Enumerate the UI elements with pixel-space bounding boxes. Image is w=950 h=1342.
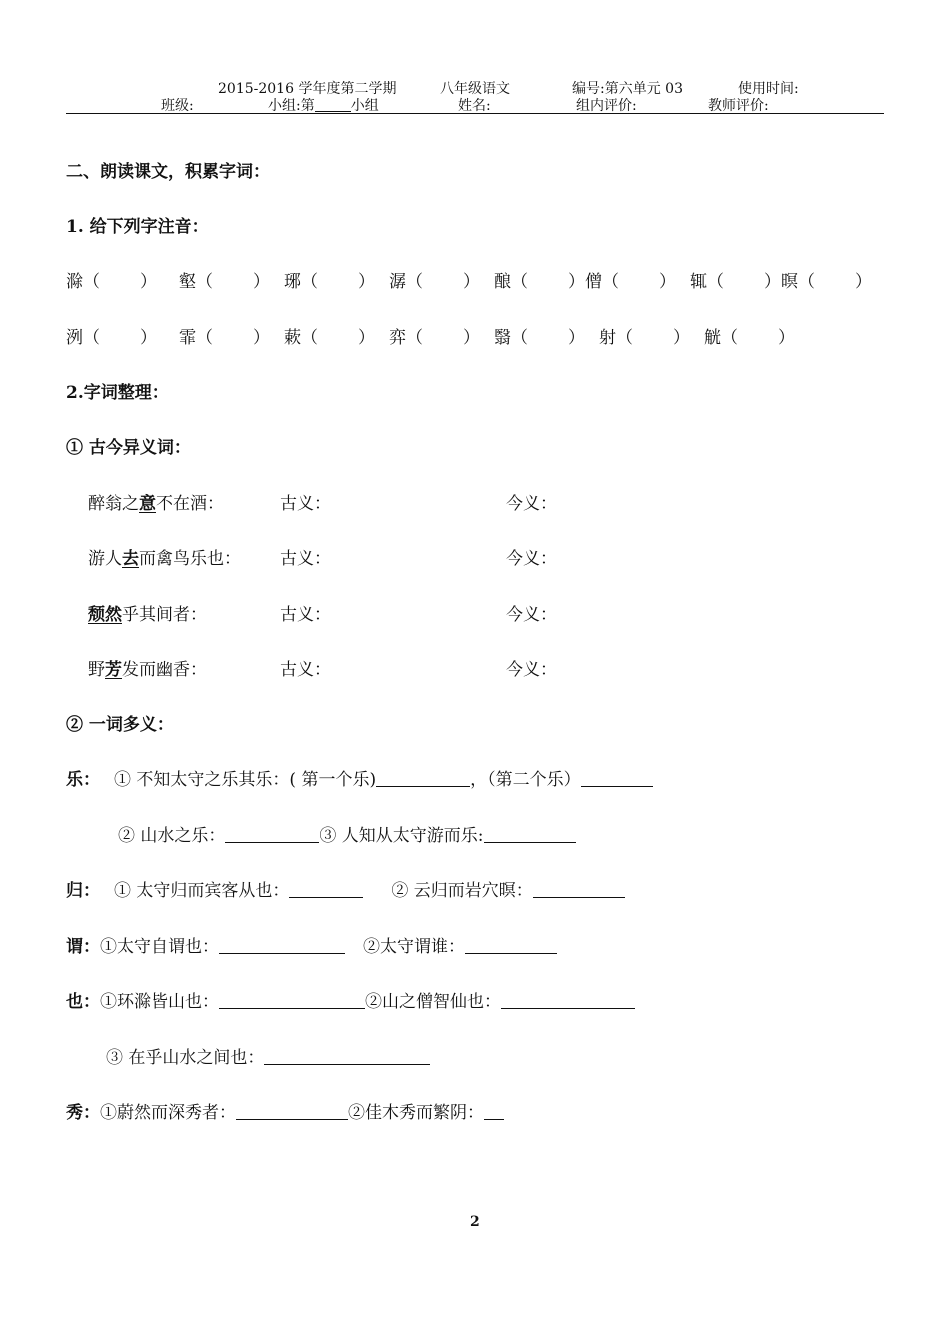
header-code: 编号:第六单元 03 (572, 81, 683, 97)
le-item-1: ① 不知太守之乐其乐：( 第一个乐) (114, 770, 377, 790)
gujin-pre: 游人 (88, 549, 122, 569)
ye-item-3: ③ 在乎山水之间也： (106, 1048, 265, 1068)
char-1: 滁 (66, 272, 83, 292)
gui-item-2: ② 云归而岩穴暝： (391, 881, 533, 901)
gui-word: 归： (66, 881, 100, 901)
char-10: 霏 (179, 328, 196, 348)
wei-blank-1[interactable] (219, 937, 345, 954)
header-rule (66, 113, 884, 114)
gujin-post: 乎其间者： (122, 605, 207, 625)
gujin-post: 而禽鸟乐也： (139, 549, 241, 569)
gujin-key: 芳 (105, 660, 122, 680)
ye-blank-3[interactable] (264, 1048, 430, 1065)
gujin-row-3 (88, 600, 207, 625)
gujin-jin-2: 今义： (506, 549, 557, 569)
le-blank-2[interactable] (581, 770, 653, 787)
wei-line (66, 932, 557, 957)
gujin-row-4 (88, 655, 207, 680)
le-line-1 (66, 765, 653, 790)
gujin-jin-3: 今义： (506, 605, 557, 625)
gujin-jin-4: 今义： (506, 660, 557, 680)
header-usetime: 使用时间: (738, 81, 799, 97)
gui-blank-2[interactable] (533, 881, 625, 898)
header-group-suffix: 小组 (350, 98, 379, 114)
char-5: 酿 (494, 272, 511, 292)
ye-line-1 (66, 987, 635, 1012)
page-number: 2 (470, 1214, 480, 1230)
pinyin-row-1: 滁（ ） 壑（ ） 琊（ ） 潺（ ） 酿（ ）僧（ ） 辄（ ）暝（ ） (66, 272, 872, 292)
gui-blank-1[interactable] (289, 881, 363, 898)
gujin-key: 去 (122, 549, 139, 569)
xiu-line (66, 1098, 504, 1123)
wei-word: 谓： (66, 937, 100, 957)
wei-item-1: ①太守自谓也： (100, 937, 219, 957)
header-name: 姓名: (458, 98, 491, 114)
gujin-pre: 野 (88, 660, 105, 680)
le-line-2 (118, 821, 576, 846)
le-item-2: ② 山水之乐： (118, 826, 226, 846)
char-11: 蔌 (284, 328, 301, 348)
sub1-title: ① 古今异义词： (66, 438, 191, 458)
xiu-item-1: ①蔚然而深秀者： (100, 1103, 236, 1123)
char-12: 弈 (389, 328, 406, 348)
char-9: 洌 (66, 328, 83, 348)
le-item-3: ③ 人知从太守游而乐: (319, 826, 484, 846)
char-15: 觥 (704, 328, 721, 348)
xiu-item-2: ②佳木秀而繁阴： (348, 1103, 484, 1123)
ye-line-2 (106, 1043, 430, 1068)
header-group-eval: 组内评价: (576, 98, 637, 114)
gui-line (66, 876, 625, 901)
group-number-blank[interactable] (315, 98, 351, 112)
gujin-gu-3: 古义： (280, 605, 331, 625)
le-word: 乐： (66, 770, 100, 790)
gujin-row-2 (88, 544, 241, 569)
header-group (268, 95, 379, 115)
char-14: 射 (599, 328, 616, 348)
header-subject: 八年级语文 (440, 81, 510, 97)
wei-item-2: ②太守谓谁： (363, 937, 465, 957)
pinyin-row-2: 洌（ ） 霏（ ） 蔌（ ） 弈（ ） 翳（ ） 射（ ） 觥（ ） (66, 328, 795, 348)
section-title: 二、朗读课文，积累字词： (66, 162, 270, 182)
char-7: 辄 (690, 272, 707, 292)
gujin-post: 发而幽香： (122, 660, 207, 680)
ye-item-2: ②山之僧智仙也： (365, 992, 501, 1012)
char-3: 琊 (284, 272, 301, 292)
gujin-key: 颓然 (88, 605, 122, 625)
xiu-blank-1[interactable] (236, 1103, 348, 1120)
char-8: 暝 (781, 272, 798, 292)
le-item-1b: ，（第二个乐） (470, 770, 581, 790)
xiu-blank-2[interactable] (484, 1103, 504, 1120)
ye-blank-1[interactable] (219, 992, 365, 1009)
q2-title: 2.字词整理： (66, 383, 169, 403)
gujin-jin-1: 今义： (506, 494, 557, 514)
char-2: 壑 (179, 272, 196, 292)
char-13: 翳 (494, 328, 511, 348)
gujin-pre: 醉翁之 (88, 494, 139, 514)
char-6: 僧 (585, 272, 602, 292)
header-teacher-eval: 教师评价: (708, 98, 769, 114)
xiu-word: 秀： (66, 1103, 100, 1123)
ye-item-1: ①环滁皆山也： (100, 992, 219, 1012)
le-blank-4[interactable] (484, 826, 576, 843)
gujin-row-1 (88, 489, 224, 514)
gujin-post: 不在酒： (156, 494, 224, 514)
header-group-prefix: 小组:第 (268, 98, 315, 114)
wei-blank-2[interactable] (465, 937, 557, 954)
le-blank-3[interactable] (225, 826, 319, 843)
header-year: 2015-2016 学年度第二学期 (218, 81, 397, 97)
ye-word: 也： (66, 992, 100, 1012)
header-class: 班级: (161, 98, 194, 114)
gujin-gu-4: 古义： (280, 660, 331, 680)
le-blank-1[interactable] (376, 770, 470, 787)
gujin-key: 意 (139, 494, 156, 514)
sub2-title: ② 一词多义： (66, 715, 174, 735)
gujin-gu-2: 古义： (280, 549, 331, 569)
gujin-gu-1: 古义： (280, 494, 331, 514)
char-4: 潺 (389, 272, 406, 292)
gui-item-1: ① 太守归而宾客从也： (114, 881, 290, 901)
ye-blank-2[interactable] (501, 992, 635, 1009)
q1-title: 1. 给下列字注音： (66, 217, 209, 237)
